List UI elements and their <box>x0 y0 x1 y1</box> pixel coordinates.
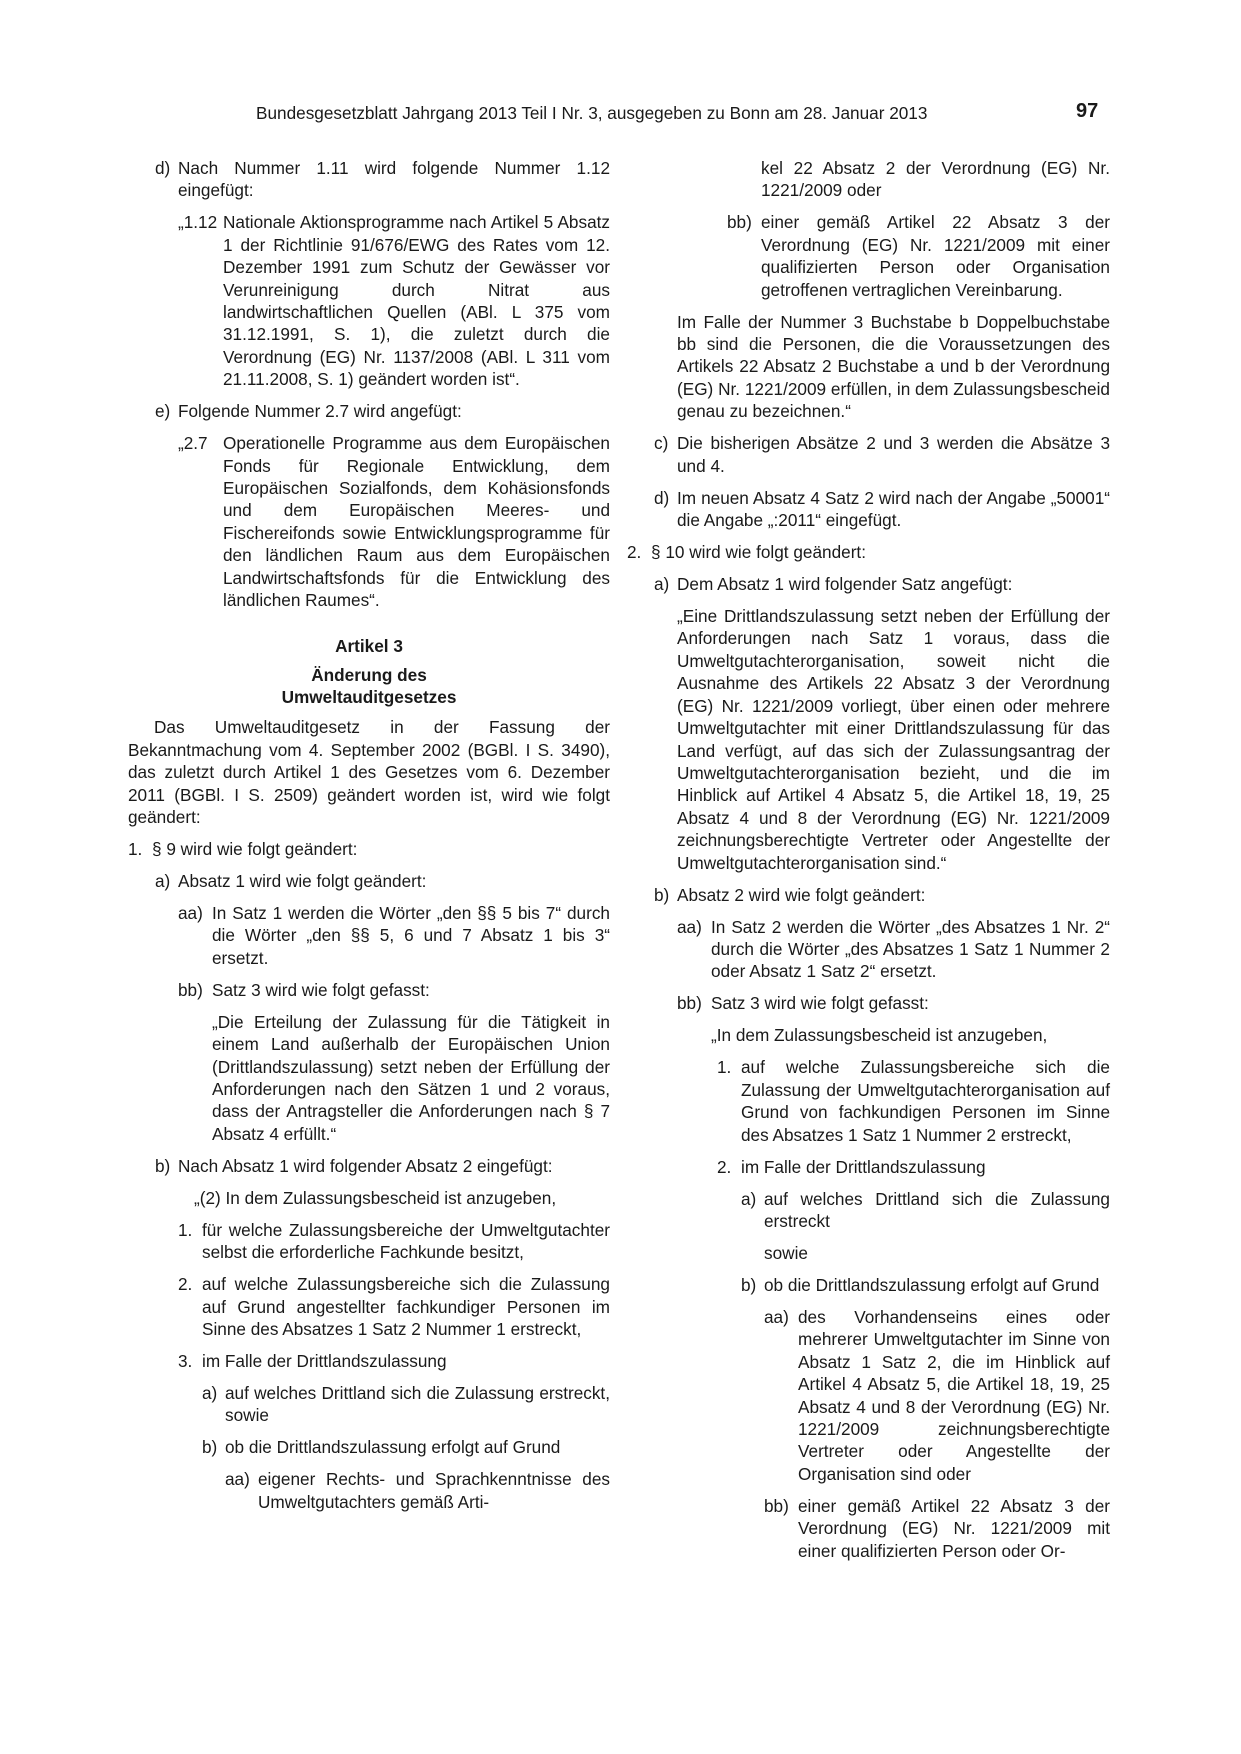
item-e <box>155 400 610 422</box>
item-label: aa) <box>178 902 203 923</box>
item-text: § 9 wird wie folgt geändert: <box>152 838 358 859</box>
item-text: Dem Absatz 1 wird folgender Satz angefügt: <box>677 574 1013 595</box>
item-label: 1. <box>128 838 143 859</box>
list-item <box>178 1273 610 1340</box>
item-text: Nationale Aktionsprogramme nach Artikel 5 Absatz 1 der Richtlinie 91/676/EWG des Rates vom 12. Dezember 1991 zum Schutz der Gewässer vor Verunreinigung durch Nitrat aus landwirtschaftlichen Quellen (ABl. L 375 vom 31.12.1991, S. 1), die zuletzt durch die Verordnung (EG) Nr. 1137/2008 (ABl. L 311 vom 21.11.2008, S. 1) geändert worden ist“. <box>223 212 610 390</box>
item-1a-bb <box>178 979 610 1001</box>
right-column <box>627 157 1110 1572</box>
item-2b <box>654 884 1110 906</box>
item-text: Im neuen Absatz 4 Satz 2 wird nach der Angabe „50001“ die Angabe „:2011“ eingefügt. <box>677 487 1110 531</box>
page-number: 97 <box>1076 100 1099 122</box>
list-item <box>178 1219 610 1264</box>
item-text: Nach Nummer 1.11 wird folgende Nummer 1.12 eingefügt: <box>178 158 610 201</box>
item-text: Absatz 2 wird wie folgt geändert: <box>677 884 926 905</box>
item-label: a) <box>202 1383 218 1403</box>
item-text: einer gemäß Artikel 22 Absatz 3 der Verordnung (EG) Nr. 1221/2009 mit einer qualifizierten Person oder Organisation getroffenen vertraglichen Vereinbarung. <box>761 212 1110 300</box>
item-2b-bb <box>677 992 1110 1014</box>
item-label: 2. <box>178 1274 193 1295</box>
quote-satz-3: „Die Erteilung der Zulassung für die Tätigkeit in einem Land außerhalb der Europäischen Union (Drittlandszulassung) setzt neben der Erfüllung der Anforderungen nach den Sätzen 1 und 2 voraus, dass der Antragsteller die Anforderungen nach § 7 Absatz 4 erfüllt.“ <box>212 1011 610 1144</box>
item-text: ob die Drittlandszulassung erfolgt auf Grund <box>764 1274 1100 1295</box>
item-label: 2. <box>717 1156 732 1177</box>
item-text: auf welches Drittland sich die Zulassung erstreckt <box>764 1188 1110 1231</box>
list-item <box>202 1382 610 1427</box>
list-item <box>764 1306 1110 1485</box>
list-item <box>741 1188 1110 1233</box>
item-label: a) <box>654 574 670 595</box>
item-label: 1. <box>178 1219 193 1240</box>
quote-2-7 <box>178 432 610 611</box>
item-2a <box>654 573 1110 595</box>
item-label: aa) <box>225 1469 250 1490</box>
list-item <box>717 1156 1110 1178</box>
item-label: bb) <box>178 979 203 1000</box>
item-label: b) <box>155 1155 171 1176</box>
item-text: des Vorhandenseins eines oder mehrerer Umweltgutachter im Sinne von Absatz 1 Satz 2, die im Hinblick auf Artikel 4 Absatz 5, die Artikel 18, 19, 25 Absatz 4 und 8 der Verordnung (EG) Nr. 1221/2009 zeichnungsberechtigte Vertreter oder Angestellte der Organisation sind oder <box>798 1306 1110 1484</box>
item-2b-aa <box>677 916 1110 983</box>
item-1b <box>155 1155 610 1177</box>
item-label: a) <box>741 1188 757 1209</box>
list-item <box>202 1436 610 1458</box>
item-text: Operationelle Programme aus dem Europäischen Fonds für Regionale Entwicklung, dem Europäischen Sozialfonds, dem Kohäsionsfonds und dem Europäischen Meeres- und Fischereifonds sowie Entwicklungsprogramme für den ländlichen Raum aus dem Europäischen Landwirtschaftsfonds für die Entwicklung des ländlichen Raumes“. <box>223 433 610 611</box>
left-column <box>128 157 610 1523</box>
item-label: 2. <box>627 542 642 563</box>
item-label: „1.12 <box>178 212 218 233</box>
item-text: ob die Drittlandszulassung erfolgt auf Grund <box>225 1437 561 1458</box>
item-text: eigener Rechts- und Sprachkenntnisse des Umweltgutachters gemäß Arti- <box>258 1469 610 1512</box>
item-label: b) <box>202 1437 218 1458</box>
article-subtitle: Änderung des <box>311 664 427 685</box>
article-title: Artikel 3 <box>335 636 403 657</box>
item-label: bb) <box>677 993 702 1014</box>
conjunction: sowie <box>764 1242 808 1263</box>
item-label: b) <box>741 1274 757 1295</box>
item-label: a) <box>155 870 171 891</box>
item-label: aa) <box>764 1306 789 1327</box>
page-header <box>0 102 1241 128</box>
list-item <box>717 1056 1110 1146</box>
item-label: bb) <box>727 212 752 233</box>
article-subtitle: Umweltauditgesetzes <box>281 686 457 707</box>
item-text: In Satz 2 werden die Wörter „des Absatzes 1 Nr. 2“ durch die Wörter „des Absatzes 1 Satz 1 Nummer 2 oder Absatz 1 Satz 2“ ersetzt. <box>711 916 1110 982</box>
item-1a-aa <box>178 902 610 969</box>
item-text: In Satz 1 werden die Wörter „den §§ 5 bis 7“ durch die Wörter „den §§ 5, 6 und 7 Absatz 1 bis 3“ ersetzt. <box>212 902 610 968</box>
item-text: einer gemäß Artikel 22 Absatz 3 der Verordnung (EG) Nr. 1221/2009 mit einer qualifizierten Person oder Or- <box>798 1495 1110 1561</box>
item-1 <box>128 838 610 860</box>
list-item <box>741 1274 1110 1296</box>
item-label: „2.7 <box>178 433 208 454</box>
item-text: Absatz 1 wird wie folgt geändert: <box>178 870 427 891</box>
item-text: Folgende Nummer 2.7 wird angefügt: <box>178 401 462 422</box>
paragraph: Im Falle der Nummer 3 Buchstabe b Doppelbuchstabe bb sind die Personen, die die Voraussetzungen des Artikels 22 Absatz 2 Buchstabe a und b der Verordnung (EG) Nr. 1221/2009 erfüllen, in dem Zulassungsbescheid genau zu bezeichnen.“ <box>677 311 1110 422</box>
article-intro: Das Umweltauditgesetz in der Fassung der Bekanntmachung vom 4. September 2002 (BGBl. I S. 3490), das zuletzt durch Artikel 1 des Gesetzes vom 6. Dezember 2011 (BGBl. I S. 2509) geändert worden ist, wird wie folgt geändert: <box>128 717 610 827</box>
quote-1-12 <box>178 211 610 390</box>
continuation-text: kel 22 Absatz 2 der Verordnung (EG) Nr. 1221/2009 oder <box>761 158 1110 201</box>
item-text: im Falle der Drittlandszulassung <box>741 1156 986 1177</box>
item-text: auf welche Zulassungsbereiche sich die Zulassung der Umweltgutachterorganisation auf Grund von fachkundigen Personen im Sinne des Absatzes 1 Satz 1 Nummer 2 erstreckt, <box>741 1057 1110 1145</box>
item-text: § 10 wird wie folgt geändert: <box>651 542 866 563</box>
item-label: 3. <box>178 1351 193 1371</box>
item-d <box>155 157 610 202</box>
item-text: Nach Absatz 1 wird folgender Absatz 2 eingefügt: <box>178 1155 553 1176</box>
item-d <box>654 487 1110 532</box>
item-1a <box>155 870 610 892</box>
item-label: e) <box>155 401 171 422</box>
item-text: auf welche Zulassungsbereiche sich die Zulassung auf Grund angestellter fachkundiger Personen im Sinne des Absatzes 1 Satz 2 Nummer 1 erstreckt, <box>202 1274 610 1339</box>
item-label: d) <box>155 158 171 178</box>
quote-satz: „Eine Drittlandszulassung setzt neben der Erfüllung der Anforderungen nach Satz 1 voraus, dass die Umweltgutachterorganisation, soweit nicht die Ausnahme des Artikels 22 Absatz 3 der Verordnung (EG) Nr. 1221/2009 vorliegt, über einen oder mehrere Umweltgutachter mit einer Drittlandszulassung für das Land verfügt, auf das sich der Zulassungsantrag der Umweltgutachterorganisation bezieht, und die im Hinblick auf Artikel 4 Absatz 5, die Artikel 18, 19, 25 Absatz 4 und 8 der Verordnung (EG) Nr. 1221/2009 zeichnungsberechtigte Vertreter oder Angestellte der Umweltgutachterorganisation sind.“ <box>677 606 1110 873</box>
item-text: Die bisherigen Absätze 2 und 3 werden die Absätze 3 und 4. <box>677 433 1110 476</box>
quote-intro: „In dem Zulassungsbescheid ist anzugeben, <box>711 1025 1048 1046</box>
item-label: d) <box>654 487 670 508</box>
item-text: Satz 3 wird wie folgt gefasst: <box>711 993 929 1014</box>
item-text: auf welches Drittland sich die Zulassung erstreckt, sowie <box>225 1383 610 1426</box>
item-text: im Falle der Drittlandszulassung <box>202 1351 447 1371</box>
item-label: aa) <box>677 916 702 937</box>
item-text: für welche Zulassungsbereiche der Umweltgutachter selbst die erforderliche Fachkunde besitzt, <box>202 1219 610 1263</box>
list-item <box>764 1495 1110 1562</box>
item-label: 1. <box>717 1057 732 1078</box>
list-item <box>178 1350 610 1372</box>
item-label: b) <box>654 884 670 905</box>
item-label: c) <box>654 433 669 454</box>
list-item <box>225 1468 610 1513</box>
list-item <box>727 211 1110 301</box>
item-text: Satz 3 wird wie folgt gefasst: <box>212 979 430 1000</box>
quote-absatz-2: „(2) In dem Zulassungsbescheid ist anzugeben, <box>194 1187 557 1208</box>
item-label: bb) <box>764 1495 789 1516</box>
item-c <box>654 432 1110 477</box>
running-title: Bundesgesetzblatt Jahrgang 2013 Teil I Nr. 3, ausgegeben zu Bonn am 28. Januar 2013 <box>256 103 928 123</box>
item-2 <box>627 541 1110 563</box>
